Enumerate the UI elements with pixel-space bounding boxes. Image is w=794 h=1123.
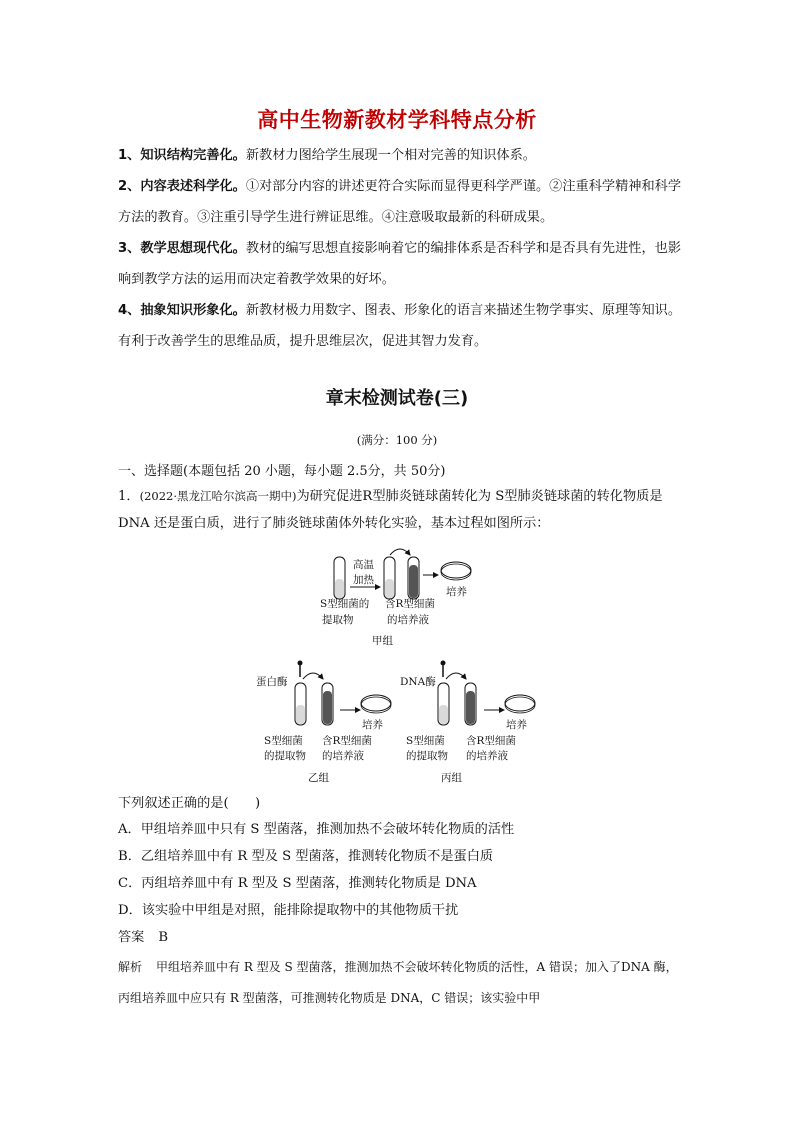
group-label: 甲组 [372, 635, 393, 647]
question-stem [118, 483, 688, 537]
feature-label: 3、教学思想现代化。 [118, 241, 246, 256]
s-extract-label: S型细菌 [406, 735, 445, 747]
feature-text: ①对部分内容的讲述更符合实际而显得更科学严谨。②注重科学精神和科学方法的教育。③注重引导学生进行辨证思维。④注意吸取最新的科研成果。 [118, 179, 682, 225]
feature-text: 新教材力图给学生展现一个相对完善的知识体系。 [245, 148, 536, 163]
tube-liquid [296, 705, 305, 724]
culture-label: 培养 [506, 719, 527, 731]
feature-1 [118, 140, 684, 171]
pour-arrow [303, 673, 323, 679]
option-d: D．该实验中甲组是对照，能排除提取物中的其他物质干扰 [118, 903, 459, 918]
r-medium-label: 的培养液 [322, 750, 364, 762]
dropper-bulb [298, 661, 303, 666]
heat-label: 高温 [353, 559, 374, 571]
question-prompt: 下列叙述正确的是( ) [118, 796, 261, 811]
s-extract-label: 提取物 [322, 614, 354, 626]
pour-arrow [390, 549, 410, 555]
exam-score: (满分：100 分) [356, 433, 438, 447]
exam-title: 章末检测试卷(三) [325, 388, 469, 409]
question-text: 为研究促进R型肺炎链球菌转化为 S型肺炎链球菌的转化物质是 DNA 还是蛋白质，进行了肺炎链球菌体外转化实验，基本过程如图所示： [118, 489, 663, 531]
tube-liquid [335, 579, 344, 598]
group-yi [256, 661, 391, 785]
feature-text: 教材的编写思想直接影响着它的编排体系是否科学和是否具有先进性，也影响到教学方法的运用而决定着教学效果的好坏。 [118, 241, 682, 287]
group-label: 乙组 [308, 772, 329, 784]
petri-dish [361, 695, 391, 711]
option-a: A．甲组培养皿中只有 S 型菌落，推测加热不会破坏转化物质的活性 [118, 822, 515, 837]
culture-label: 培养 [446, 586, 467, 598]
tube-liquid-dark [323, 691, 332, 724]
feature-label: 2、内容表述科学化。 [118, 179, 246, 194]
analysis-text [118, 952, 688, 1014]
group-jia [320, 549, 471, 647]
s-extract-label: 的提取物 [406, 750, 448, 762]
s-extract-label: S型细菌的 [320, 598, 370, 610]
tube-liquid [439, 705, 448, 724]
group-bing [400, 661, 535, 785]
option-b: B．乙组培养皿中有 R 型及 S 型菌落，推测转化物质不是蛋白质 [118, 849, 494, 864]
enzyme-label: DNA酶 [400, 676, 436, 688]
feature-label: 4、抽象知识形象化。 [118, 303, 246, 318]
feature-4 [118, 295, 684, 357]
tube-liquid-dark [409, 565, 418, 598]
culture-label: 培养 [362, 719, 383, 731]
petri-dish [441, 562, 471, 578]
group-label: 丙组 [441, 772, 462, 784]
enzyme-label: 蛋白酶 [256, 676, 288, 688]
feature-3 [118, 233, 684, 295]
feature-2 [118, 171, 684, 233]
r-medium-label: 的培养液 [387, 614, 429, 626]
r-medium-label: 的培养液 [466, 750, 508, 762]
s-extract-label: 的提取物 [264, 750, 306, 762]
question-number: 1． [118, 489, 140, 504]
analysis-body: 甲组培养皿中有 R 型及 S 型菌落，推测加热不会破坏转化物质的活性，A 错误；加入了DNA 酶，丙组培养皿中应只有 R 型菌落，可推测转化物质是 DNA，C 错误；该实验中甲 [118, 960, 678, 1005]
petri-dish [505, 695, 535, 711]
answer-line [118, 924, 688, 951]
tube-liquid-dark [466, 691, 475, 724]
feature-label: 1、知识结构完善化。 [118, 148, 246, 163]
heat-label: 加热 [353, 574, 374, 586]
option-c: C．丙组培养皿中有 R 型及 S 型菌落，推测转化物质是 DNA [118, 876, 477, 891]
dropper-bulb [441, 661, 446, 666]
experiment-figure [240, 545, 560, 790]
section-heading: 一、选择题(本题包括 20 小题，每小题 2.5分，共 50分) [118, 464, 446, 479]
r-medium-label: 含R型细菌 [466, 735, 516, 747]
r-medium-label: 含R型细菌 [322, 735, 372, 747]
analysis-label: 解析 [118, 960, 143, 974]
feature-text: 新教材极力用数字、图表、形象化的语言来描述生物学事实、原理等知识。有利于改善学生的思维品质，提升思维层次，促进其智力发育。 [118, 303, 682, 349]
s-extract-label: S型细菌 [264, 735, 303, 747]
tube-liquid [385, 579, 394, 598]
pour-arrow [446, 673, 466, 679]
page-title: 高中生物新教材学科特点分析 [257, 108, 537, 132]
answer-label: 答案 [118, 930, 145, 945]
answer-value: B [158, 930, 169, 945]
r-medium-label: 含R型细菌 [385, 598, 435, 610]
question-source: (2022·黑龙江哈尔滨高一期中) [139, 489, 297, 503]
